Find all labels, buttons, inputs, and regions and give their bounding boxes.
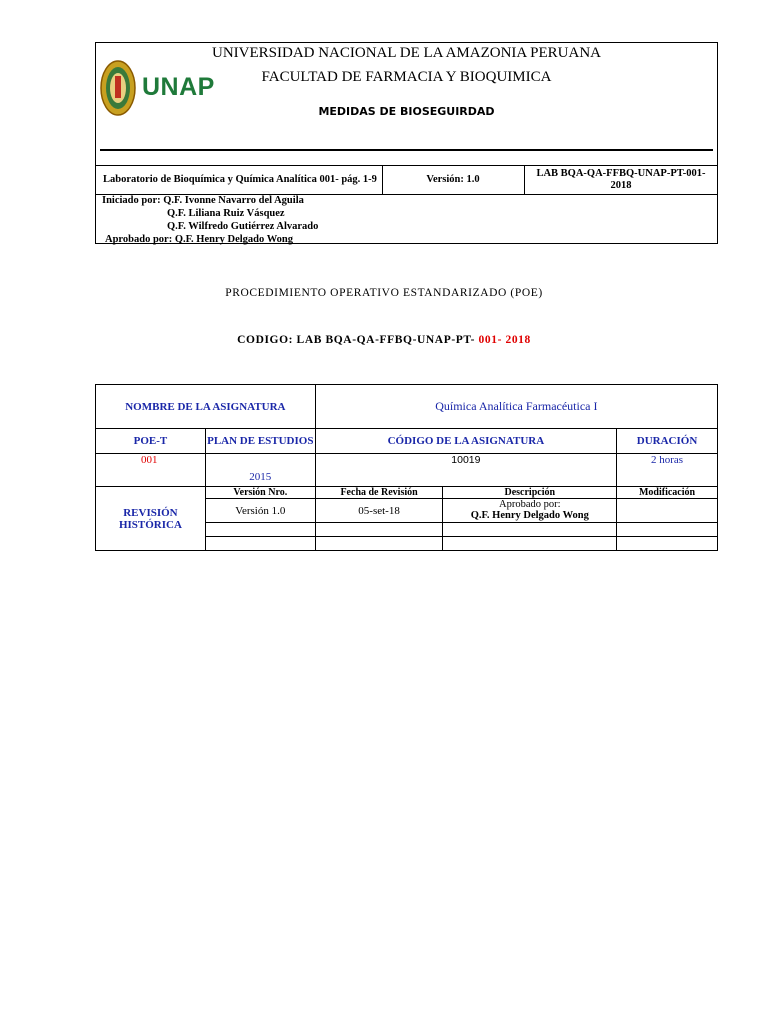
val-poe: 001 bbox=[96, 454, 206, 487]
empty-cell bbox=[617, 523, 718, 537]
lab-name: Laboratorio de Bioquímica y Química Analítica 001- pág. 1-9 bbox=[103, 174, 377, 185]
faculty-name: FACULTAD DE FARMACIA Y BIOQUIMICA bbox=[261, 69, 552, 85]
col-duration: DURACIÓN bbox=[617, 429, 718, 454]
rev-header-date: Fecha de Revisión bbox=[315, 487, 443, 499]
divider bbox=[524, 166, 525, 194]
empty-cell bbox=[617, 537, 718, 551]
rev-header-description: Descripción bbox=[443, 487, 617, 499]
authors-block bbox=[102, 194, 318, 246]
rev-version: Versión 1.0 bbox=[205, 499, 315, 523]
author-line: Q.F. Liliana Ruiz Vásquez bbox=[167, 208, 285, 219]
codigo-prefix: CODIGO: LAB BQA-QA-FFBQ-UNAP-PT- bbox=[237, 334, 479, 346]
rev-header-modification: Modificación bbox=[617, 487, 718, 499]
subject-value: Química Analítica Farmacéutica I bbox=[315, 385, 717, 429]
poe-title: PROCEDIMIENTO OPERATIVO ESTANDARIZADO (POE) bbox=[225, 287, 543, 299]
val-code: 10019 bbox=[315, 454, 616, 487]
rev-description-line: Aprobado por: bbox=[498, 499, 561, 510]
university-name: UNIVERSIDAD NACIONAL DE LA AMAZONIA PERUANA bbox=[211, 45, 602, 61]
empty-cell bbox=[315, 523, 443, 537]
doc-code: LAB BQA-QA-FFBQ-UNAP-PT-001- 2018 bbox=[536, 168, 706, 191]
rev-date: 05-set-18 bbox=[315, 499, 443, 523]
doc-info-row bbox=[96, 165, 717, 195]
author-line: Q.F. Wilfredo Gutiérrez Alvarado bbox=[167, 221, 319, 232]
rev-header-version: Versión Nro. bbox=[205, 487, 315, 499]
document-header bbox=[95, 42, 718, 244]
codigo-line bbox=[0, 334, 768, 346]
val-duration: 2 horas bbox=[617, 454, 718, 487]
version-label: Versión: 1.0 bbox=[426, 174, 480, 185]
empty-cell bbox=[205, 537, 315, 551]
empty-cell bbox=[205, 523, 315, 537]
col-code: CÓDIGO DE LA ASIGNATURA bbox=[315, 429, 616, 454]
revision-label: REVISIÓN HISTÓRICA bbox=[96, 487, 206, 551]
empty-cell bbox=[443, 523, 617, 537]
approved-by: Aprobado por: Q.F. Henry Delgado Wong bbox=[105, 234, 293, 245]
initiated-by: Iniciado por: Q.F. Ivonne Navarro del Aguila bbox=[102, 195, 304, 206]
codigo-number: 001- 2018 bbox=[478, 334, 531, 346]
rev-description-line: Q.F. Henry Delgado Wong bbox=[470, 510, 589, 521]
empty-cell bbox=[443, 537, 617, 551]
col-plan: PLAN DE ESTUDIOS bbox=[205, 429, 315, 454]
col-poe: POE-T bbox=[96, 429, 206, 454]
rev-modification bbox=[617, 499, 718, 523]
rev-description bbox=[443, 499, 617, 523]
subject-label: NOMBRE DE LA ASIGNATURA bbox=[96, 385, 316, 429]
empty-cell bbox=[315, 537, 443, 551]
unap-logo-text: UNAP bbox=[142, 73, 215, 101]
divider bbox=[100, 149, 713, 151]
section-title: MEDIDAS DE BIOSEGUIRDAD bbox=[318, 105, 495, 118]
subject-table bbox=[95, 384, 718, 551]
val-plan: 2015 bbox=[205, 454, 315, 487]
